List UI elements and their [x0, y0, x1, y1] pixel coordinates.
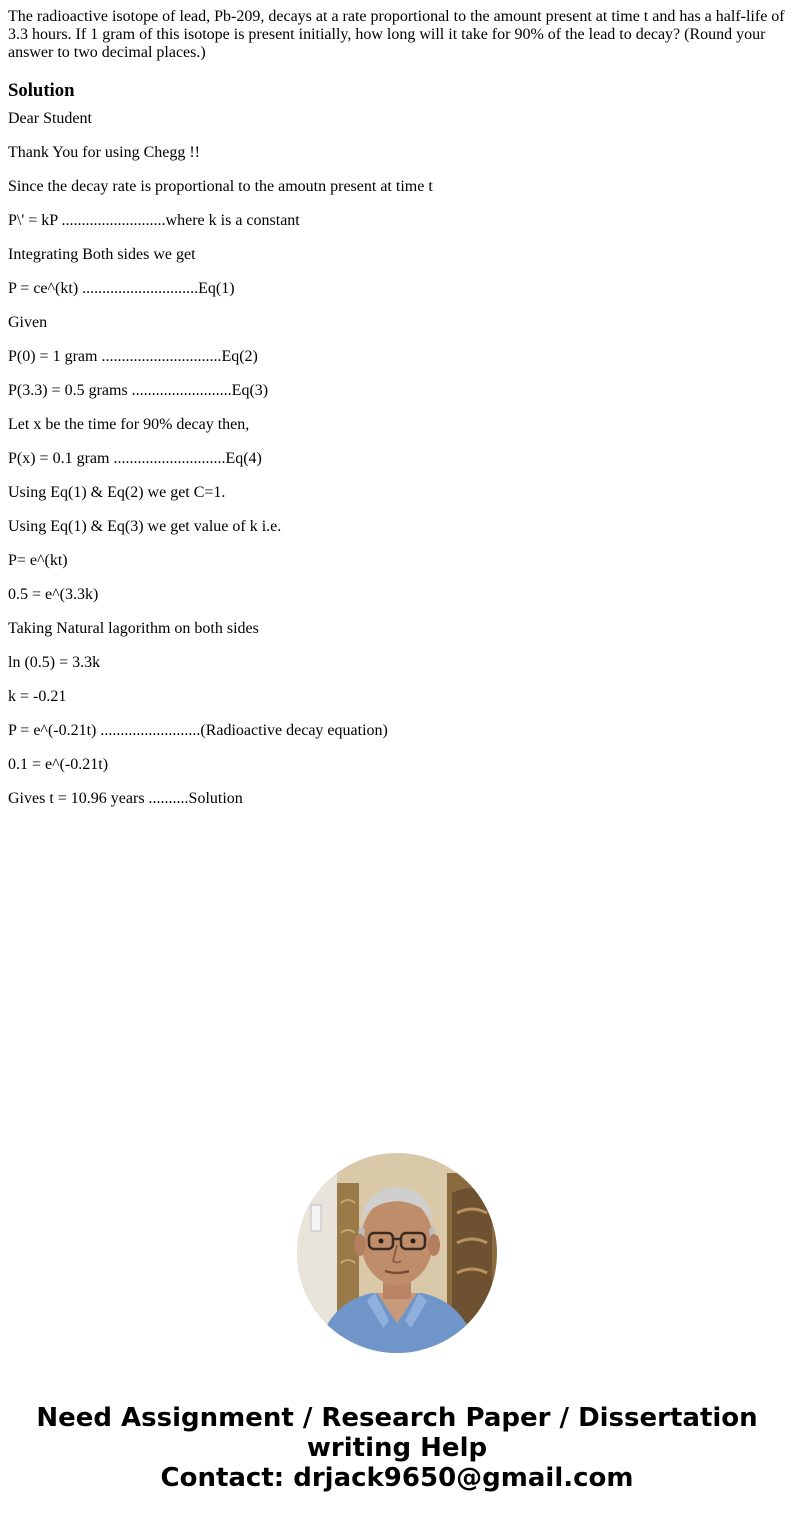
solution-line: P(x) = 0.1 gram ............................Eq(4): [8, 450, 262, 467]
solution-line: Integrating Both sides we get: [8, 246, 196, 263]
solution-line: k = -0.21: [8, 688, 67, 705]
solution-line: Using Eq(1) & Eq(3) we get value of k i.e.: [8, 518, 282, 535]
solution-line: ln (0.5) = 3.3k: [8, 654, 101, 671]
promo-banner: [0, 1403, 794, 1493]
solution-lines: [8, 110, 786, 808]
solution-line: P = ce^(kt) .............................Eq(1): [8, 280, 235, 297]
promo-contact: Contact: drjack9650@gmail.com: [160, 1463, 634, 1493]
solution-line: Since the decay rate is proportional to the amoutn present at time t: [8, 178, 433, 195]
solution-line: P(3.3) = 0.5 grams .........................Eq(3): [8, 382, 269, 399]
solution-line: Let x be the time for 90% decay then,: [8, 416, 250, 433]
solution-line: P= e^(kt): [8, 552, 68, 569]
solution-line: 0.5 = e^(3.3k): [8, 586, 99, 603]
promo-line: Need Assignment / Research Paper / Dissertation: [36, 1403, 758, 1433]
solution-line: P = e^(-0.21t) .........................(Radioactive decay equation): [8, 722, 388, 739]
solution-line: Thank You for using Chegg !!: [8, 144, 200, 161]
solution-line: P(0) = 1 gram ..............................Eq(2): [8, 348, 258, 365]
question-text: The radioactive isotope of lead, Pb-209, decays at a rate proportional to the amount present at time t and has a half-life of 3.3 hours. If 1 gram of this isotope is present initially, how long will it take for 90% of the lead to decay? (Round your answer to two decimal places.): [8, 8, 785, 61]
solution-document: [8, 8, 786, 808]
solution-line: Dear Student: [8, 110, 92, 127]
solution-line: Taking Natural lagorithm on both sides: [8, 620, 259, 637]
solution-line: Gives t = 10.96 years ..........Solution: [8, 790, 243, 807]
solution-line: P\' = kP ..........................where k is a constant: [8, 212, 300, 229]
solution-line: Given: [8, 314, 48, 331]
tutor-avatar: [297, 1153, 497, 1353]
promo-line: writing Help: [306, 1433, 488, 1463]
solution-line: Using Eq(1) & Eq(2) we get C=1.: [8, 484, 226, 501]
solution-line: 0.1 = e^(-0.21t): [8, 756, 109, 773]
solution-heading: Solution: [8, 80, 75, 101]
